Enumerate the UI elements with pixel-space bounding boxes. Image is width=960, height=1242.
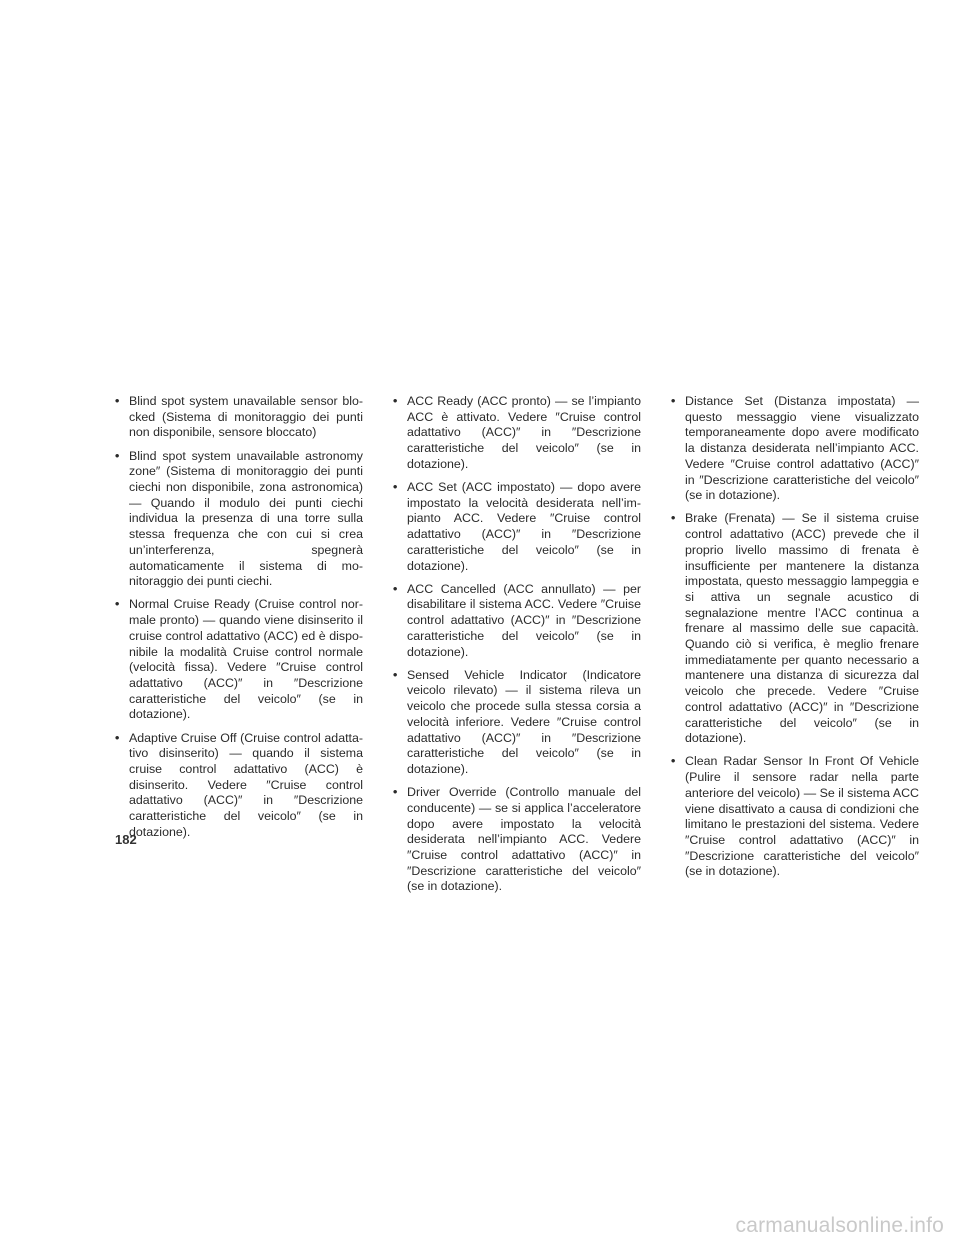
bullet-mark: • [115, 448, 120, 463]
list-item-text: Blind spot system unavailable sensor blocked (Sistema di monitoraggio dei punti non disponibile, sensore bloccato) [129, 394, 363, 440]
list-item [671, 511, 919, 747]
column-right [671, 394, 919, 888]
list-item [115, 394, 363, 441]
list-item [115, 731, 363, 841]
bullet-mark: • [115, 730, 120, 745]
column-left [115, 394, 363, 848]
bullet-list [671, 394, 919, 880]
list-item-text: Adaptive Cruise Off (Cruise control adattativo disinserito) — quando il sistema cruise control adattativo (ACC) è disinserito. Vedere ″Cruise control adattativo (ACC)″ in ″Descrizione caratteristiche del veicolo″ (se in dotazione). [129, 730, 363, 839]
bullet-mark: • [393, 785, 398, 800]
bullet-mark: • [671, 511, 676, 526]
list-item-text: ACC Set (ACC impostato) — dopo avere impostato la velocità desiderata nell’impianto ACC. Vedere ″Cruise control adattativo (ACC)″ in ″Descrizione caratteristiche del veicolo″ (se in dotazione). [407, 480, 641, 573]
column-middle [393, 394, 641, 903]
list-item-text: Sensed Vehicle Indicator (Indicatore veicolo rilevato) — il sistema rileva un veicolo che procede sulla stessa corsia a velocità inferiore. Vedere ″Cruise control adattativo (ACC)″ in ″Descrizione caratteristiche del veicolo″ (se in dotazione). [407, 667, 641, 776]
list-item [393, 394, 641, 473]
list-item [671, 754, 919, 880]
bullet-mark: • [671, 394, 676, 408]
list-item [393, 785, 641, 895]
bullet-list [115, 394, 363, 840]
bullet-mark: • [393, 581, 398, 596]
list-item-text: ACC Cancelled (ACC annullato) — per disabilitare il sistema ACC. Vedere ″Cruise control adattativo (ACC)″ in ″Descrizione caratteristiche del veicolo″ (se in dotazione). [407, 581, 641, 659]
bullet-mark: • [671, 754, 676, 769]
list-item-text: Blind spot system unavailable astronomy zone″ (Sistema di monitoraggio dei punti ciechi non disponibile, zona astronomica) — Quando il modulo dei punti ciechi individua la presenza di una torre sulla stessa frequenza che con cui si crea un’interferenza, spegnerà automaticamente il sistema di monitoraggio dei punti ciechi. [129, 448, 363, 589]
watermark: carmanualsonline.info [735, 1214, 944, 1237]
list-item-text: Normal Cruise Ready (Cruise control normale pronto) — quando viene disinserito il cruise control adattativo (ACC) ed è disponibile la modalità Cruise control normale (velocità fissa). Vedere ″Cruise control adattativo (ACC)″ in ″Descrizione caratteristiche del veicolo″ (se in dotazione). [129, 597, 363, 722]
page-number: 182 [115, 832, 137, 847]
bullet-mark: • [115, 394, 120, 408]
bullet-mark: • [115, 597, 120, 612]
list-item [393, 668, 641, 778]
list-item-text: Brake (Frenata) — Se il sistema cruise control adattativo (ACC) prevede che il proprio livello massimo di frenata è insufficiente per mantenere la distanza impostata, questo messaggio lampeggia e si attiva un segnale acustico di segnalazione mentre l’ACC continua a frenare al massimo delle sue capacità. Quando ciò si verifica, è meglio frenare immediatamente per quanto necessario a mantenere una distanza di sicurezza dal veicolo che precede. Vedere ″Cruise control adattativo (ACC)″ in ″Descrizione caratteristiche del veicolo″ (se in dotazione). [685, 511, 919, 746]
bullet-mark: • [393, 480, 398, 495]
list-item [115, 449, 363, 590]
list-item-text: Distance Set (Distanza impostata) — questo messaggio viene visualizzato temporaneamente dopo avere modificato la distanza desiderata nell’impianto ACC. Vedere ″Cruise control adattativo (ACC)″ in ″Descrizione caratteristiche del veicolo″ (se in dotazione). [685, 394, 919, 503]
list-item-text: ACC Ready (ACC pronto) — se l’impianto ACC è attivato. Vedere ″Cruise control adattativo (ACC)″ in ″Descrizione caratteristiche del veicolo″ (se in dotazione). [407, 394, 641, 471]
list-item [115, 597, 363, 723]
bullet-mark: • [393, 667, 398, 682]
list-item [393, 480, 641, 574]
list-item [671, 394, 919, 504]
list-item-text: Clean Radar Sensor In Front Of Vehicle (Pulire il sensore radar nella parte anteriore del veicolo) — Se il sistema ACC viene disattivato a causa di condizioni che limitano le prestazioni del sistema. Vedere ″Cruise control adattativo (ACC)″ in ″Descrizione caratteristiche del veicolo″ (se in dotazione). [685, 754, 919, 879]
bullet-list [393, 394, 641, 895]
list-item [393, 582, 641, 661]
bullet-mark: • [393, 394, 398, 408]
list-item-text: Driver Override (Controllo manuale del conducente) — se si applica l’acceleratore dopo avere impostato la velocità desiderata nell’impianto ACC. Vedere ″Cruise control adattativo (ACC)″ in ″Descrizione caratteristiche del veicolo″ (se in dotazione). [407, 785, 641, 894]
